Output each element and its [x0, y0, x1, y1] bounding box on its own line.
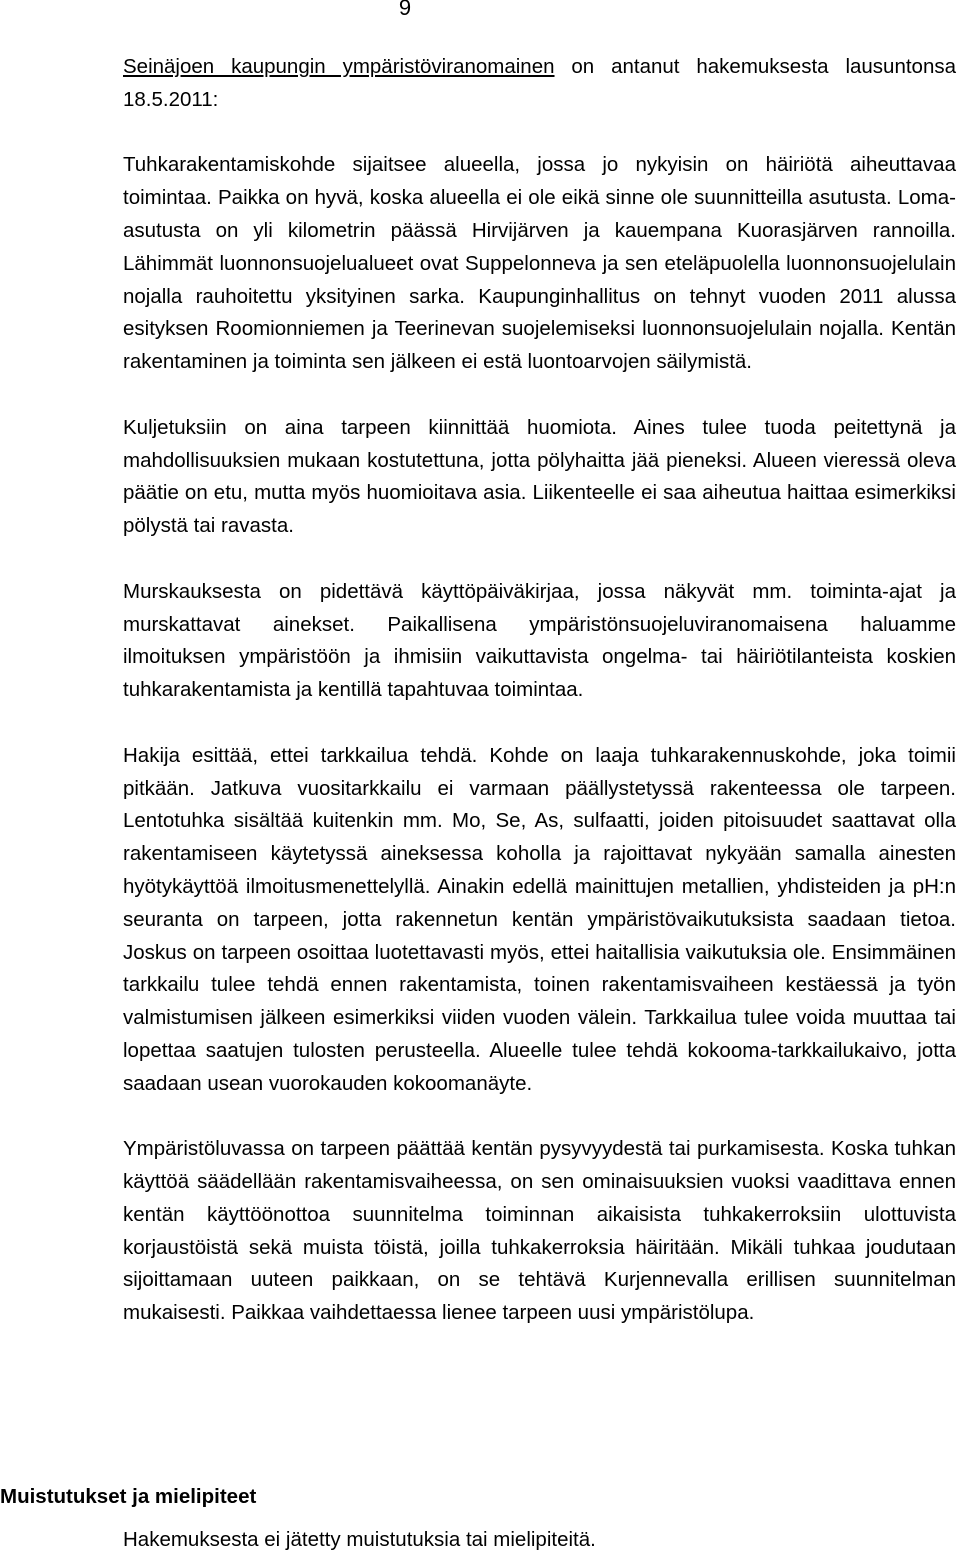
- statement-intro-text: on antanut hakemuksesta lausuntonsa 18.5.2011:: [123, 55, 957, 111]
- section-body: Hakemuksesta ei jätetty muistutuksia tai mielipiteitä.: [123, 1528, 596, 1551]
- paragraph-monitoring: Hakija esittää, ettei tarkkailua tehdä. Kohde on laaja tuhkarakennuskohde, joka toimii pitkään. Jatkuva vuositarkkailu ei varmaan päällystetyssä rakenteessa ole tarpeen. Lentotuhka sisältää kuitenkin mm. Mo, Se, As, sulfaatti, joiden pitoisuudet saattavat olla rakentamiseen käytetyssä aineksessa koholla ja rajoittavat nykyään samalla ainesten hyötykäyttöä ilmoitusmenettelyllä. Ainakin edellä mainittujen metallien, yhdisteiden ja pH:n seuranta on tarpeen, jotta rakennetun kentän ympäristövaikutuksista saadaan tietoa. Joskus on tarpeen osoittaa luotettavasti myös, ettei haitallisia vaikutuksia ole. Ensimmäinen tarkkailu tulee tehdä ennen rakentamista, toinen rakentamisvaiheen kestäessä ja työn valmistumisen jälkeen esimerkiksi viiden vuoden välein. Tarkkailua tulee voida muuttaa tai lopettaa saatujen tulosten perusteella. Alueelle tulee tehdä kokooma-tarkkailukaivo, jotta saadaan usean vuorokauden kokoomanäyte.: [123, 743, 956, 1095]
- statement-intro: [123, 51, 956, 117]
- page-number: 9: [398, 0, 412, 20]
- paragraph-transport: Kuljetuksiin on aina tarpeen kiinnittää huomiota. Aines tulee tuoda peitettynä ja mahdollisuuksien mukaan kostutettuna, jotta pölyhaitta jää pieneksi. Alueen vieressä oleva päätie on etu, mutta myös huomioitava asia. Liikenteelle ei saa aiheutua haittaa esimerkiksi pölystä tai ravasta.: [123, 415, 956, 538]
- paragraph-permit: Ympäristöluvassa on tarpeen päättää kentän pysyvyydestä tai purkamisesta. Koska tuhkan käyttöä säädellään rakentamisvaiheessa, on sen ominaisuuksien vuoksi vaadittava ennen kentän käyttöönottoa suunnitelma toiminnan aikaisista tuhkakerroksiin ulottuvista korjaustöistä sekä muista töistä, joilla tuhkakerroksia häiritään. Mikäli tuhkaa joudutaan sijoittamaan uuteen paikkaan, on se tehtävä Kurjennevalla erillisen suunnitelman mukaisesti. Paikkaa vaihdettaessa lienee tarpeen uusi ympäristölupa.: [123, 1137, 956, 1325]
- section-heading: Muistutukset ja mielipiteet: [0, 1485, 257, 1508]
- authority-link[interactable]: Seinäjoen kaupungin ympäristöviranomainen: [123, 55, 555, 78]
- paragraph-crushing: Murskauksesta on pidettävä käyttöpäiväkirjaa, jossa näkyvät mm. toiminta-ajat ja murskattavat ainekset. Paikallisena ympäristönsuojeluviranomaisena haluamme ilmoituksen ympäristöön ja ihmisiin vaikuttavista ongelma- tai häiriötilanteista koskien tuhkarakentamista ja kentillä tapahtuvaa toimintaa.: [123, 579, 956, 702]
- statement-body: [123, 51, 956, 1330]
- paragraph-location: Tuhkarakentamiskohde sijaitsee alueella, jossa jo nykyisin on häiriötä aiheuttavaa toimintaa. Paikka on hyvä, koska alueella ei ole eikä sinne ole suunnitteilla asutusta. Loma-asutusta on yli kilometrin päässä Hirvijärven ja kauempana Kuorasjärven rannoilla. Lähimmät luonnonsuojelualueet ovat Suppelonneva ja sen eteläpuolella luonnonsuojelulain nojalla rauhoitettu yksityinen sarka. Kaupunginhallitus on tehnyt vuoden 2011 alussa esityksen Roomionniemen ja Teerinevan suojelemiseksi luonnonsuojelulain nojalla. Kentän rakentaminen ja toiminta sen jälkeen ei estä luontoarvojen säilymistä.: [123, 153, 956, 374]
